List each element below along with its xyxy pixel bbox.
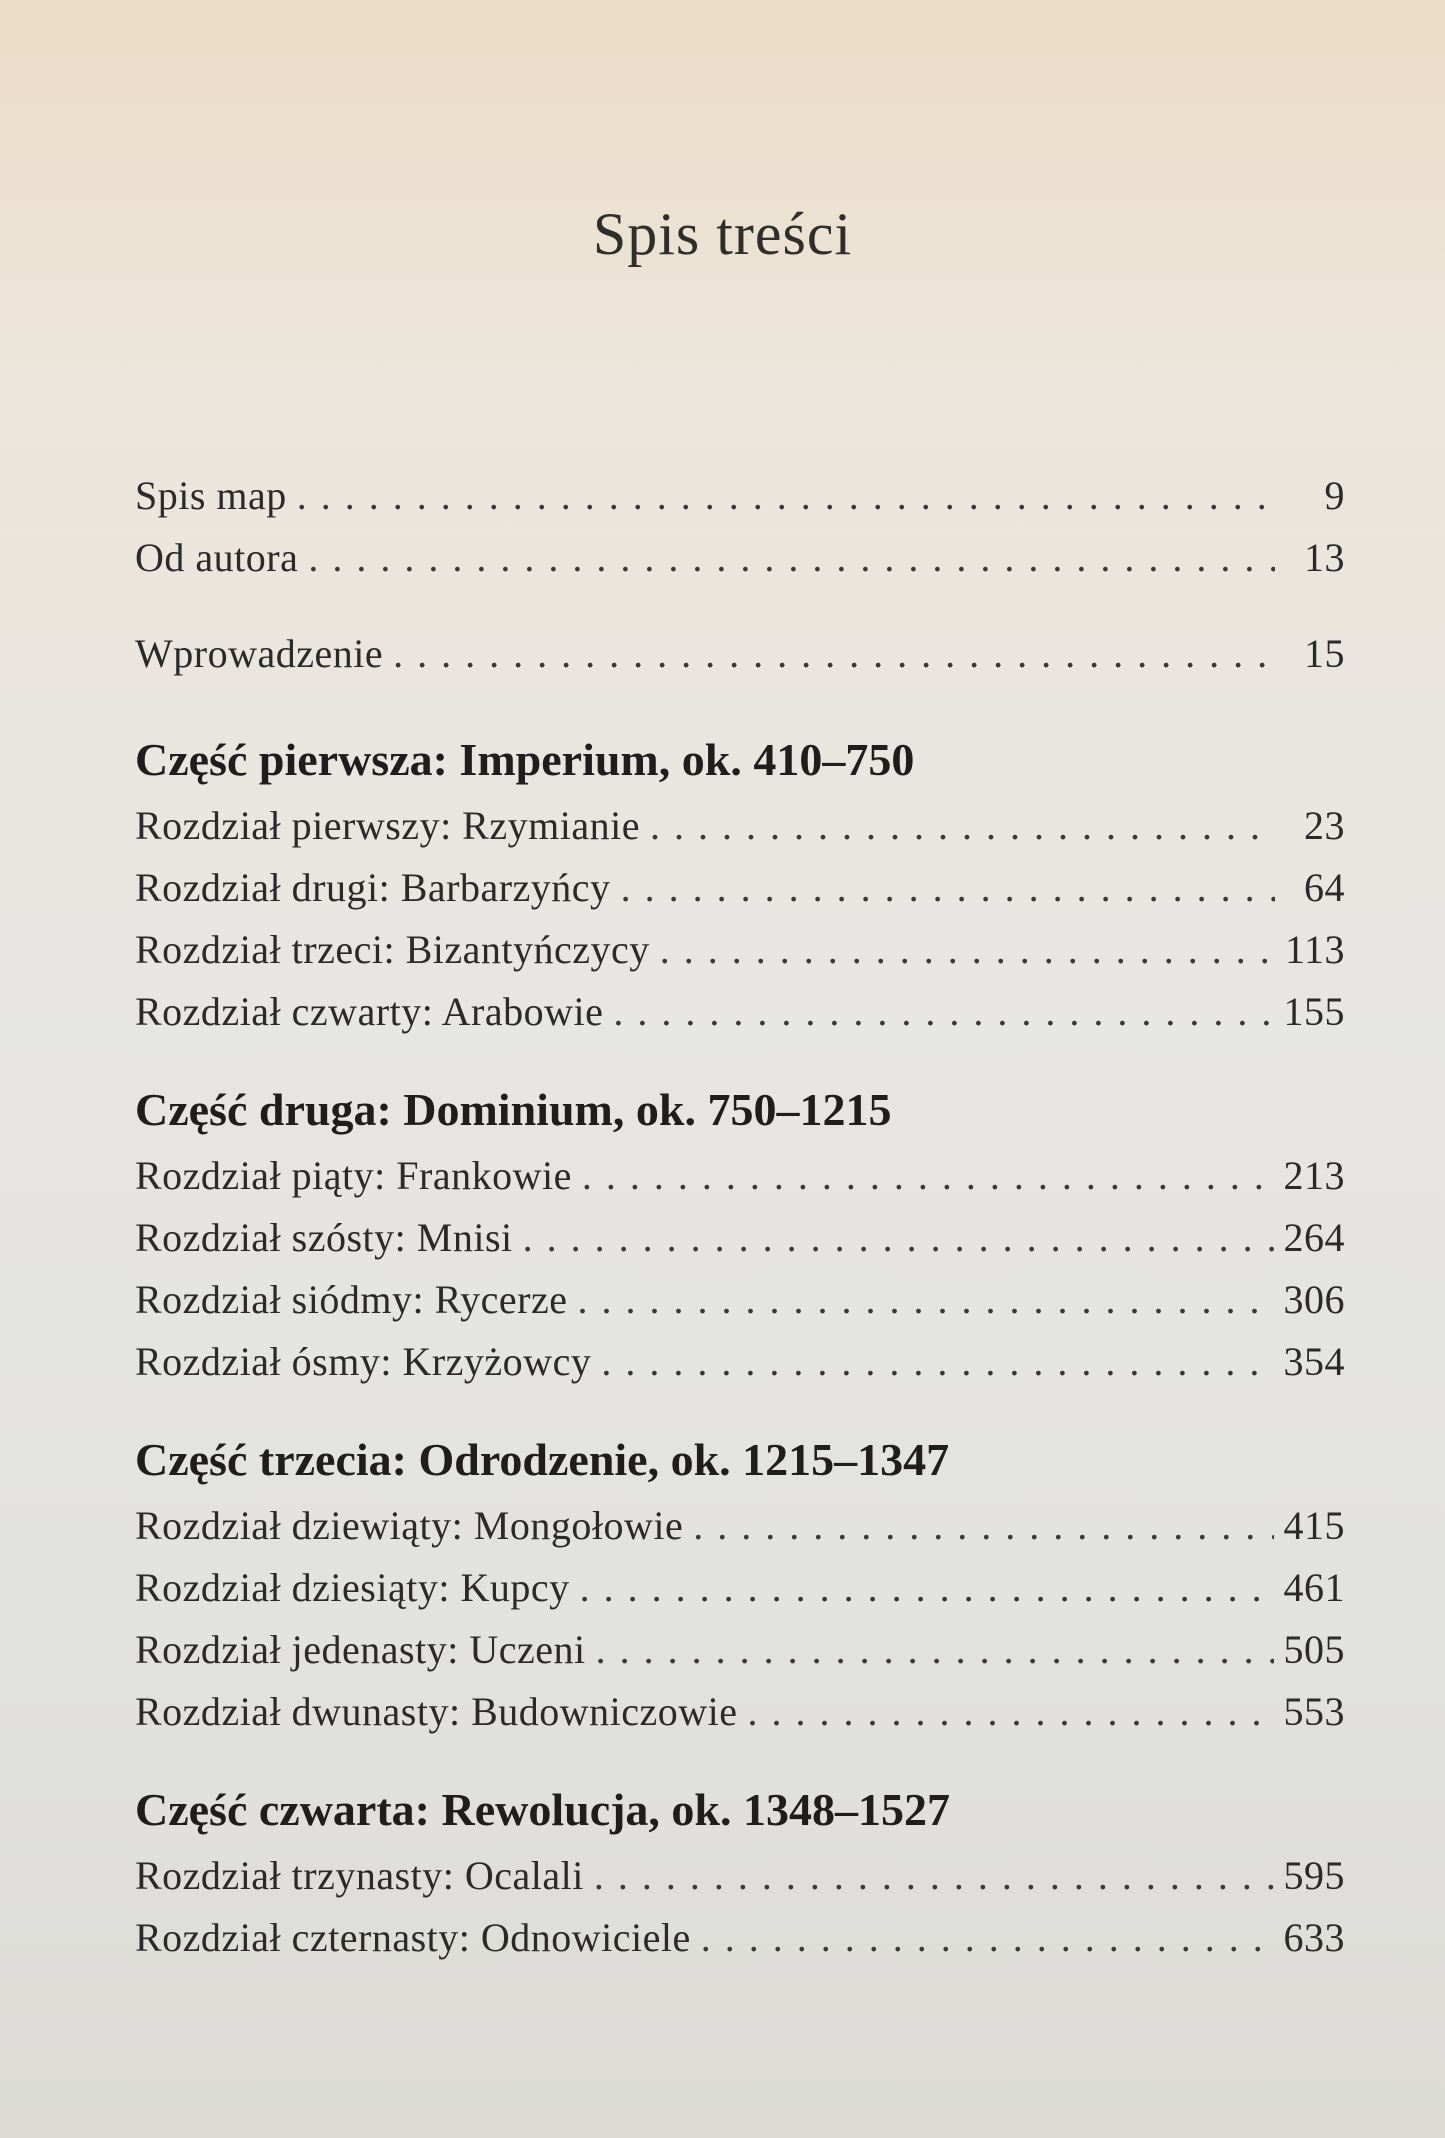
toc-entry-chapter [135, 1207, 1345, 1269]
part-heading: Część czwarta: Rewolucja, ok. 1348–1527 [135, 1784, 951, 1835]
toc-entry-chapter [135, 1557, 1345, 1619]
toc-entry-chapter [135, 1495, 1345, 1557]
dot-leader [621, 857, 1275, 919]
dot-leader [650, 795, 1275, 857]
toc-entry-chapter [135, 1269, 1345, 1331]
toc-entry-spis-map [135, 465, 1345, 527]
toc-entry-page: 9 [1324, 473, 1345, 518]
dot-leader [748, 1681, 1274, 1743]
toc-entry-label: Wprowadzenie [135, 631, 384, 676]
toc-entry-label: Od autora [135, 535, 299, 580]
toc-entry-page: 306 [1283, 1277, 1345, 1322]
toc-entry-label: Rozdział jedenasty: Uczeni [135, 1627, 586, 1672]
dot-leader [393, 623, 1275, 685]
toc-entry-label: Spis map [135, 473, 287, 518]
dot-leader [578, 1269, 1274, 1331]
dot-leader [701, 1907, 1274, 1969]
page-title: Spis treści [592, 201, 853, 267]
toc-entry-label: Rozdział dwunasty: Budowniczowie [135, 1689, 738, 1734]
toc-entry-page: 15 [1304, 631, 1345, 676]
toc-entry-page: 213 [1283, 1153, 1345, 1198]
dot-leader [297, 465, 1275, 527]
toc-entry-chapter [135, 981, 1345, 1043]
dot-leader [693, 1495, 1273, 1557]
toc-entry-label: Rozdział szósty: Mnisi [135, 1215, 513, 1260]
toc-entry-label: Rozdział trzynasty: Ocalali [135, 1853, 584, 1898]
toc-entry-label: Rozdział piąty: Frankowie [135, 1153, 572, 1198]
dot-leader [594, 1845, 1274, 1907]
toc-entry-label: Rozdział czternasty: Odnowiciele [135, 1915, 691, 1960]
toc-entry-label: Rozdział drugi: Barbarzyńcy [135, 865, 611, 910]
dot-leader [596, 1619, 1274, 1681]
part-heading: Część trzecia: Odrodzenie, ok. 1215–1347 [135, 1434, 950, 1485]
toc-entry-label: Rozdział siódmy: Rycerze [135, 1277, 568, 1322]
toc-entry-chapter [135, 1619, 1345, 1681]
toc-entry-chapter [135, 1907, 1345, 1969]
dot-leader [580, 1557, 1274, 1619]
toc-entry-page: 354 [1283, 1339, 1345, 1384]
toc-entry-label: Rozdział trzeci: Bizantyńczycy [135, 927, 650, 972]
part-heading: Część pierwsza: Imperium, ok. 410–750 [135, 734, 915, 785]
toc-entry-page: 64 [1304, 865, 1345, 910]
toc-entry-label: Rozdział czwarty: Arabowie [135, 989, 604, 1034]
toc-entry-od-autora [135, 527, 1345, 589]
toc-entry-page: 113 [1284, 927, 1345, 972]
toc-entry-page: 264 [1283, 1215, 1345, 1260]
toc-entry-chapter [135, 1681, 1345, 1743]
dot-leader [601, 1331, 1273, 1393]
toc-entry-chapter [135, 795, 1345, 857]
toc-entry-page: 461 [1283, 1565, 1345, 1610]
toc-entry-page: 13 [1304, 535, 1345, 580]
dot-leader [660, 919, 1275, 981]
toc-entry-chapter [135, 1331, 1345, 1393]
toc-entry-chapter [135, 1845, 1345, 1907]
toc-entry-chapter [135, 919, 1345, 981]
toc-entry-page: 23 [1304, 803, 1345, 848]
toc-entry-label: Rozdział ósmy: Krzyżowcy [135, 1339, 592, 1384]
toc-entry-wprowadzenie [135, 623, 1345, 685]
toc-entry-label: Rozdział dziesiąty: Kupcy [135, 1565, 570, 1610]
dot-leader [523, 1207, 1274, 1269]
toc-entry-page: 553 [1283, 1689, 1345, 1734]
toc-entry-label: Rozdział dziewiąty: Mongołowie [135, 1503, 684, 1548]
toc-entry-chapter [135, 1145, 1345, 1207]
toc-entry-label: Rozdział pierwszy: Rzymianie [135, 803, 640, 848]
toc-entry-page: 505 [1283, 1627, 1345, 1672]
dot-leader [613, 981, 1273, 1043]
toc-entry-page: 415 [1283, 1503, 1345, 1548]
toc-entry-page: 155 [1283, 989, 1345, 1034]
toc-entry-chapter [135, 857, 1345, 919]
dot-leader [582, 1145, 1274, 1207]
table-of-contents [135, 465, 1345, 1969]
dot-leader [308, 527, 1275, 589]
part-heading: Część druga: Dominium, ok. 750–1215 [135, 1084, 892, 1135]
toc-entry-page: 633 [1283, 1915, 1345, 1960]
toc-entry-page: 595 [1283, 1853, 1345, 1898]
